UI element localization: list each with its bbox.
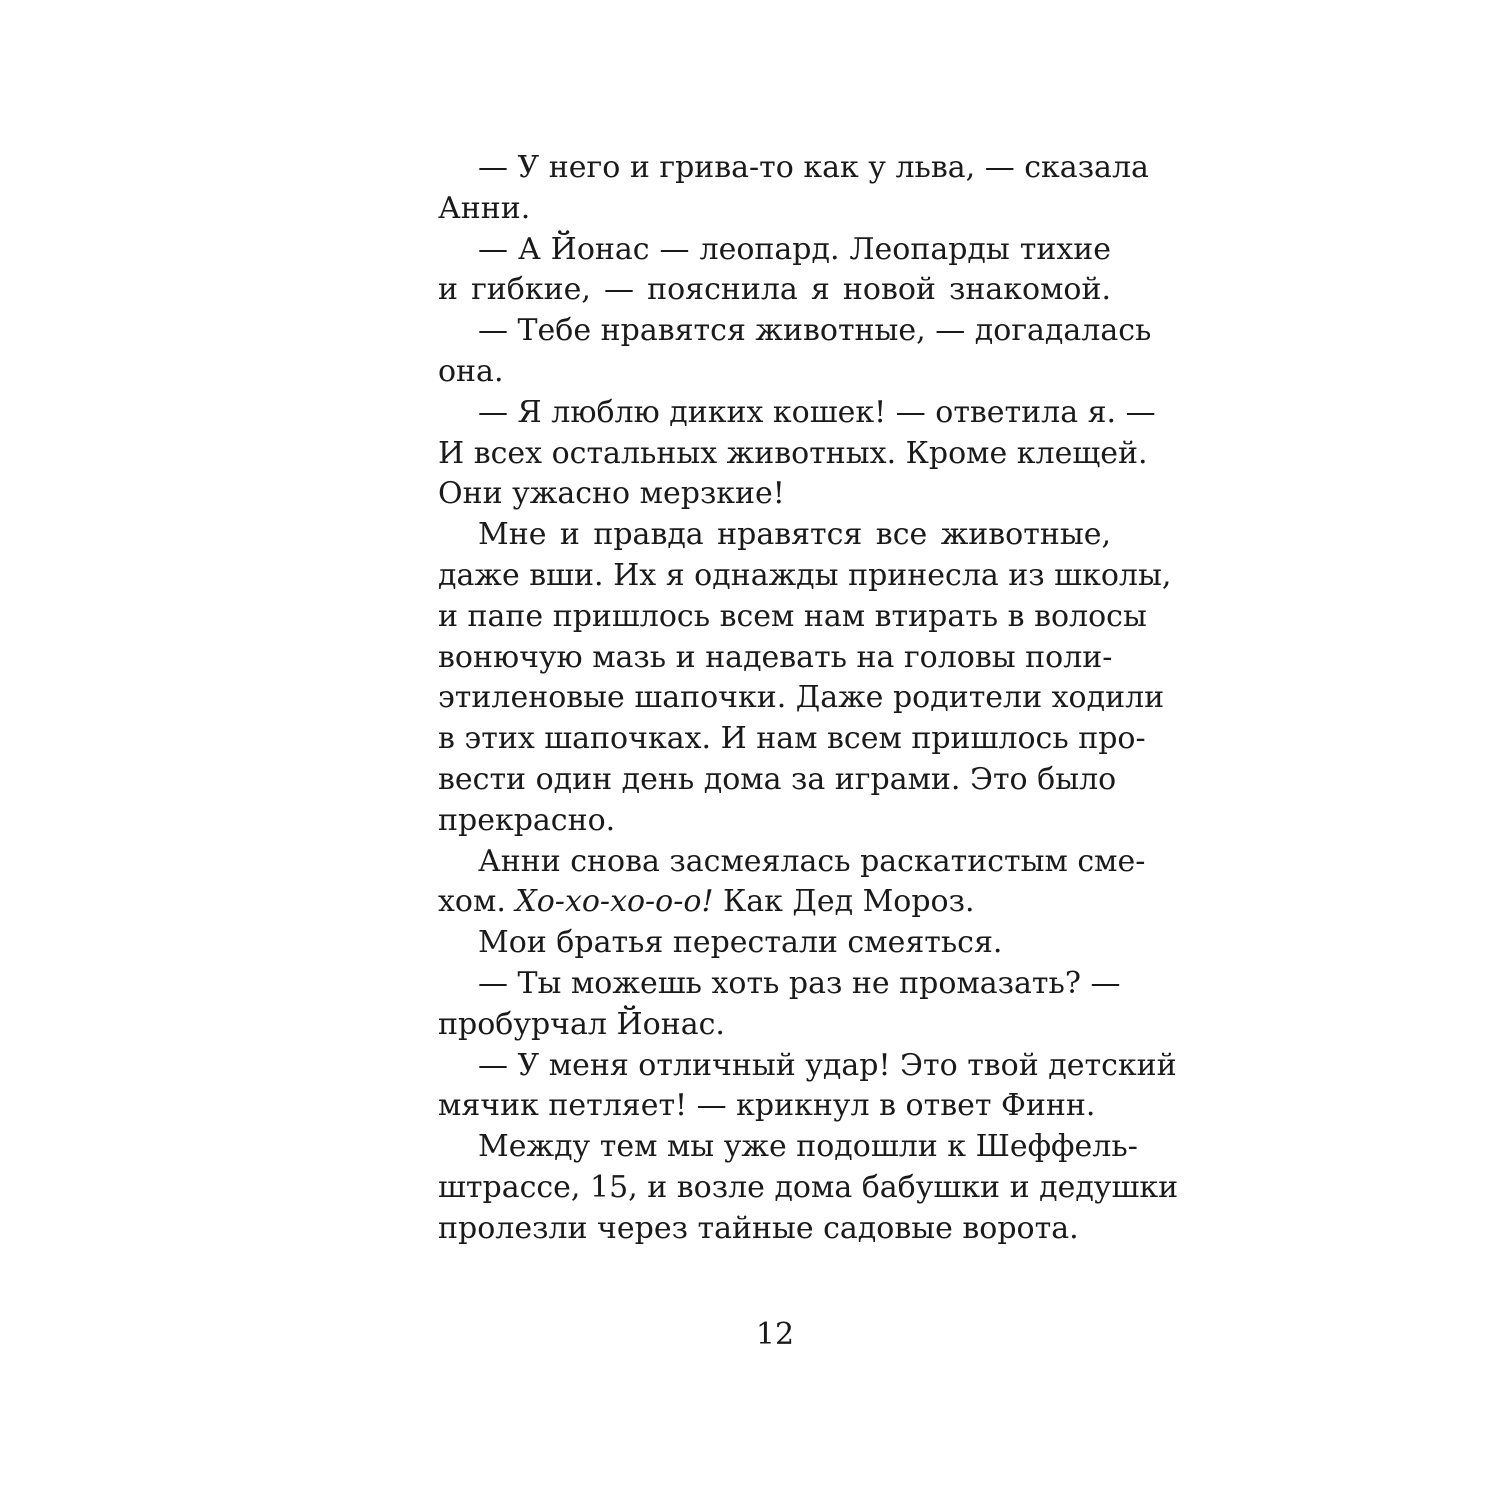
text-line: пробурчал Йонас. <box>438 1006 725 1042</box>
text-line: — А Йонас — леопард. Леопарды тихие <box>478 231 1111 267</box>
text-span: Как Дед Мороз. <box>713 884 975 920</box>
text-line: и гибкие, — пояснила я новой знакомой. <box>438 272 1111 308</box>
text-line: — У него и грива-то как у льва, — сказала <box>478 150 1149 185</box>
italic-text-span: Хо-хо-хо-о-о! <box>515 884 714 920</box>
text-line: Они ужасно мерзкие! <box>438 476 785 512</box>
text-line: в этих шапочках. И нам всем пришлось про- <box>438 721 1146 757</box>
text-line: этиленовые шапочки. Даже родители ходили <box>438 680 1165 716</box>
text-line: — Я люблю диких кошек! — ответила я. — <box>478 394 1156 430</box>
text-span: хом. <box>438 884 516 920</box>
text-line: штрассе, 15, и возле дома бабушки и дедушки <box>438 1169 1179 1205</box>
text-line: она. <box>438 353 504 389</box>
text-line: И всех остальных животных. Кроме клещей. <box>438 435 1148 471</box>
text-line: даже вши. Их я однажды принесла из школы, <box>438 557 1172 593</box>
text-line: вонючую мазь и надевать на головы поли- <box>438 639 1113 675</box>
page-number: 12 <box>755 1317 795 1352</box>
text-line: Анни. <box>438 190 531 226</box>
text-line: — Ты можешь хоть раз не промазать? — <box>478 965 1121 1001</box>
text-line: мячик петляет! — крикнул в ответ Финн. <box>438 1088 1096 1124</box>
text-line: Мне и правда нравятся все животные, <box>478 517 1111 553</box>
text-line: Между тем мы уже подошли к Шеффель- <box>478 1129 1138 1165</box>
text-line: вести один день дома за играми. Это было <box>438 761 1117 797</box>
text-line: Мои братья перестали смеяться. <box>478 925 1003 961</box>
text-line: — Тебе нравятся животные, — догадалась <box>478 313 1152 349</box>
text-line-mixed <box>438 882 1111 923</box>
text-line: и папе пришлось всем нам втирать в волосы <box>438 598 1147 634</box>
text-line: Анни снова засмеялась раскатистым сме- <box>478 843 1146 879</box>
text-line: прекрасно. <box>438 802 616 838</box>
text-line: — У меня отличный удар! Это твой детский <box>478 1047 1177 1083</box>
text-line: пролезли через тайные садовые ворота. <box>438 1210 1079 1246</box>
body-text <box>438 148 1179 1250</box>
